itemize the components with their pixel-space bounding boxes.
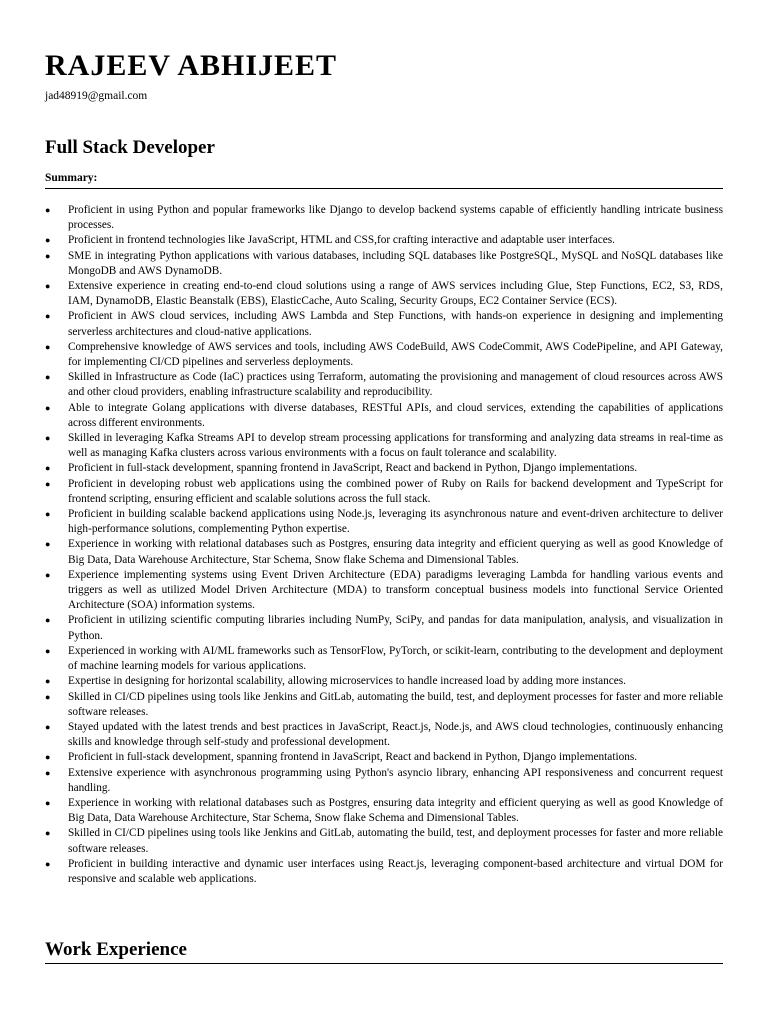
bullet-icon: ●: [45, 433, 51, 444]
summary-item-text: Stayed updated with the latest trends and best practices in JavaScript, React.js, Node.js, and AWS cloud technologies, continuously enhancing skills and knowledge through self-study and professional development.: [68, 720, 723, 749]
summary-item: [45, 431, 723, 461]
summary-item-text: Proficient in AWS cloud services, including AWS Lambda and Step Functions, with hands-on experience in designing and implementing serverless architectures and cloud-native applications.: [68, 310, 723, 338]
bullet-icon: ●: [45, 281, 51, 292]
summary-item-text: Proficient in developing robust web applications using the combined power of Ruby on Rails for backend development and TypeScript for frontend scripting, ensuring efficient and scalable solutions across the full stack.: [68, 477, 723, 505]
summary-item: [45, 309, 723, 339]
job-title: Full Stack Developer: [45, 137, 215, 158]
bullet-icon: ●: [45, 858, 51, 869]
summary-item: [45, 279, 723, 309]
bullet-icon: ●: [45, 250, 51, 261]
bullet-icon: ●: [45, 828, 51, 839]
summary-item-text: Extensive experience in creating end-to-end cloud solutions using a range of AWS services including Glue, Step Functions, EC2, S3, RDS, IAM, DynamoDB, Elastic Beanstalk (EBS), ElasticCache, Auto Scaling, Security Groups, EC2 Container Service (ECS).: [68, 280, 723, 308]
summary-item-text: Proficient in building interactive and dynamic user interfaces using React.js, leveraging component-based architecture and virtual DOM for responsive and scalable web applications.: [68, 857, 723, 885]
summary-item-text: Proficient in using Python and popular frameworks like Django to develop backend systems capable of efficiently handling intricate business processes.: [68, 204, 723, 232]
summary-item-text: Experience in working with relational databases such as Postgres, ensuring data integrity and efficient querying as well as good Knowledge of Big Data, Data Warehouse Architecture, Star Schema, Snow flake Schema and Dimensional Tables.: [68, 796, 723, 825]
summary-item: [45, 720, 723, 750]
bullet-icon: ●: [45, 752, 51, 763]
bullet-icon: ●: [45, 721, 51, 732]
summary-item: [45, 766, 723, 796]
bullet-icon: ●: [45, 676, 51, 687]
bullet-icon: ●: [45, 205, 51, 215]
summary-item: [45, 507, 723, 537]
summary-heading: Summary:: [45, 170, 723, 189]
summary-item: [45, 477, 723, 507]
summary-item: [45, 370, 723, 400]
summary-item-text: Experienced in working with AI/ML frameworks such as TensorFlow, PyTorch, or scikit-learn, contributing to the development and deployment of machine learning models for various applications.: [68, 644, 723, 673]
bullet-icon: ●: [45, 509, 51, 520]
summary-item-text: Experience implementing systems using Event Driven Architecture (EDA) paradigms leveraging Lambda for handling various events and triggers as well as utilized Model Driven Architecture (MDA) to transform conceptual business models into functional Service Oriented Architecture (SOA) information systems.: [68, 568, 723, 612]
summary-item: [45, 249, 723, 279]
summary-item-text: Proficient in utilizing scientific computing libraries including NumPy, SciPy, and pandas for data manipulation, analysis, and visualization in Python.: [68, 614, 723, 642]
summary-list: [45, 203, 723, 887]
summary-item: [45, 644, 723, 674]
summary-item: [45, 203, 723, 233]
bullet-icon: ●: [45, 615, 51, 626]
summary-item: [45, 690, 723, 720]
summary-item: [45, 826, 723, 856]
summary-item: [45, 796, 723, 826]
summary-item-text: Skilled in CI/CD pipelines using tools like Jenkins and GitLab, automating the build, test, and deployment processes for faster and more reliable software releases.: [68, 827, 723, 855]
bullet-icon: ●: [45, 797, 51, 808]
summary-item: [45, 613, 723, 643]
summary-item: [45, 537, 723, 567]
email-address: jad48919@gmail.com: [45, 90, 148, 102]
summary-item-text: Proficient in full-stack development, spanning frontend in JavaScript, React and backend in Python, Django implementations.: [68, 751, 638, 764]
summary-item-text: Proficient in frontend technologies like JavaScript, HTML and CSS,for crafting interactive and adaptable user interfaces.: [68, 234, 615, 247]
summary-item: [45, 340, 723, 370]
bullet-icon: ●: [45, 645, 51, 656]
work-experience-heading: Work Experience: [45, 938, 723, 964]
summary-item-text: Expertise in designing for horizontal scalability, allowing microservices to handle increased load by adding more instances.: [68, 675, 626, 688]
summary-item: [45, 750, 723, 765]
summary-item-text: Proficient in building scalable backend applications using Node.js, leveraging its asynchronous nature and event-driven architecture to deliver high-performance solutions, complementing Python expertise.: [68, 508, 723, 536]
bullet-icon: ●: [45, 235, 51, 246]
bullet-icon: ●: [45, 691, 51, 702]
bullet-icon: ●: [45, 463, 51, 474]
bullet-icon: ●: [45, 478, 51, 489]
summary-item-text: Skilled in CI/CD pipelines using tools like Jenkins and GitLab, automating the build, test, and deployment processes for faster and more reliable software releases.: [68, 690, 723, 718]
summary-item-text: Extensive experience with asynchronous programming using Python's asyncio library, enhancing API responsiveness and concurrent request handling.: [68, 766, 723, 794]
summary-item-text: Comprehensive knowledge of AWS services and tools, including AWS CodeBuild, AWS CodeCommit, AWS CodePipeline, and API Gateway, for implementing CI/CD pipelines and serverless deployments.: [68, 340, 723, 369]
summary-item-text: Experience in working with relational databases such as Postgres, ensuring data integrity and efficient querying as well as good Knowledge of Big Data, Data Warehouse Architecture, Star Schema, Snow flake Schema and Dimensional Tables.: [68, 538, 723, 566]
summary-item-text: SME in integrating Python applications with various databases, including SQL databases like PostgreSQL, MySQL and NoSQL databases like MongoDB and AWS DynamoDB.: [68, 249, 723, 277]
candidate-name: RAJEEV ABHIJEET: [45, 49, 338, 82]
bullet-icon: ●: [45, 767, 51, 778]
summary-item: [45, 568, 723, 614]
bullet-icon: ●: [45, 372, 51, 383]
bullet-icon: ●: [45, 569, 51, 580]
summary-item-text: Skilled in leveraging Kafka Streams API to develop stream processing applications for transforming and analyzing data streams in real-time as well as managing Kafka clusters across various environments with a focus on fault tolerance and scalability.: [68, 432, 723, 460]
summary-item: [45, 461, 723, 476]
summary-item: [45, 233, 723, 248]
bullet-icon: ●: [45, 341, 51, 352]
summary-item-text: Proficient in full-stack development, spanning frontend in JavaScript, React and backend in Python, Django implementations.: [68, 462, 638, 475]
bullet-icon: ●: [45, 402, 51, 413]
summary-item: [45, 401, 723, 431]
summary-item-text: Skilled in Infrastructure as Code (IaC) practices using Terraform, automating the provisioning and management of cloud resources across AWS and other cloud providers, enabling infrastructure scalability and reproducibility.: [68, 371, 723, 399]
summary-item-text: Able to integrate Golang applications with diverse databases, RESTful APIs, and cloud services, extending the capabilities of applications across different environments.: [68, 401, 723, 429]
summary-item: [45, 857, 723, 887]
summary-item: [45, 674, 723, 689]
bullet-icon: ●: [45, 539, 51, 550]
bullet-icon: ●: [45, 311, 51, 322]
